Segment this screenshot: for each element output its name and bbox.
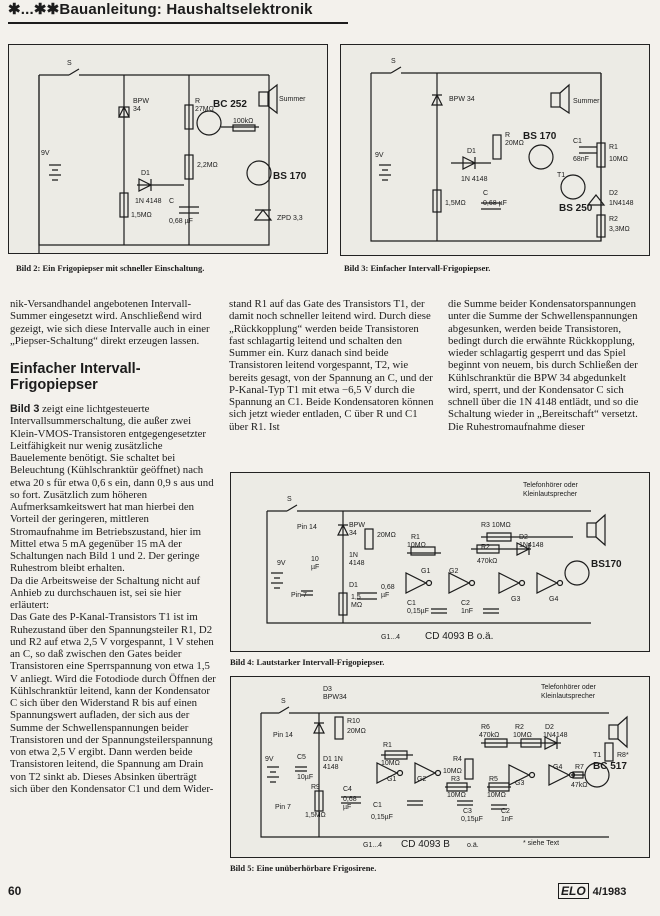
text-column-3 [448,298,650,433]
fig2-label-068: 0,68 µF [169,218,193,225]
fig3-label-r1: R1 [609,144,618,151]
fig2-label-1n4148: 1N 4148 [135,198,162,205]
fig4-label-c10u: µF [311,564,320,571]
fig5-label-pin7: Pin 7 [275,804,291,811]
figure-3-circuit [340,44,650,256]
fig4-label-c068: 0,68 [381,584,395,591]
fig4-label-bpw: BPW [349,522,365,529]
fig4-label-r2v: 470kΩ [477,558,498,565]
fig5-label-r9: R9 [311,784,320,791]
fig5-label-t1: T1 [593,752,602,759]
section-header: ✱...✱✱Bauanleitung: Haushaltselektronik [8,0,348,24]
elo-logo: ELO [558,883,589,899]
fig2-label-bs170: BS 170 [273,171,307,182]
fig5-label-d2b: 1N4148 [543,732,568,739]
figure-4-caption: Bild 4: Lautstarker Intervall-Frigopiepser. [230,657,385,667]
fig5-label-g1: G1 [387,776,397,783]
fig5-label-d1b: 4148 [323,764,339,771]
fig2-label-r27: 27MΩ [195,106,214,113]
fig5-label-s: S [281,698,286,705]
fig4-label-pin7: Pin 7 [291,592,307,599]
fig5-label-pin14: Pin 14 [273,732,293,739]
fig3-label-r2: R2 [609,216,618,223]
fig3-label-c1: C1 [573,138,582,145]
fig5-label-c4: C4 [343,786,352,793]
fig5-label-c4v: 0,68 [343,796,357,803]
fig5-label-g3: G3 [515,780,525,787]
fig3-label-d2: D2 [609,190,618,197]
fig2-label-100k: 100kΩ [233,118,254,125]
fig4-label-bpw2: 34 [349,530,357,537]
fig3-label-r2v: 3,3MΩ [609,226,630,233]
fig3-label-s: S [391,58,396,65]
fig4-label-ic: CD 4093 B o.ä. [425,631,494,642]
fig5-label-c2v: 1nF [501,816,514,823]
fig4-label-c2: C2 [461,600,470,607]
figure-2-circuit [8,44,328,254]
fig5-label-c1: C1 [373,802,382,809]
fig5-label-bpw: BPW34 [323,694,347,701]
fig5-label-r3v: 10MΩ [447,792,466,799]
fig5-label-bc517: BC 517 [593,761,627,772]
fig3-label-summer: Summer [573,98,600,105]
fig5-label-r4v: 10MΩ [443,768,462,775]
fig3-label-bpw: BPW 34 [449,96,475,103]
fig4-label-bs170: BS170 [591,559,622,570]
col3-paragraph-1: die Summe beider Kondensatorspannungen unter die Summe der Schwellenspannungen abgesunken, werden beide Transistoren, bedingt durch die erwähnte Rückkopplung, wieder schlagartig gesperrt und das Spiel beginnt von neuem, bis durch Schließen der Kühlschranktür die BPW 34 abgedunkelt wird, sperrt, und der Kondensator C sich schnell über die 1N 4148 entlädt, und so die Schaltung wieder in „Bereitschaft“ versetzt. Die Ruhestromaufnahme dieser [448,298,639,433]
col1-paragraph-3: Das Gate des P-Kanal-Transistors T1 ist im Ruhezustand über den Spannungsteiler R1, D2 und R2 auf etwa 2,5 V vorgespannt, 1 V stehen an C, so daß zwischen den Gates beider Transistoren eine Sperrspannung von etwa 1,5 V anliegt. Wird die Fotodiode durch Öffnen der Kühlschranktür leitend, kann der Kondensator C sich über den Widerstand R bis auf einen Spannungswert aufladen, der sich aus der Summe der Schwellenspannungen beider Transistoren und der Spannungsteilerspannung von etwa 2,5 V ergibt. Dann werden beide Transistoren leitend, die Spannung am Drain von T2 sinkt ab. Dieses Absinken überträgt sich über den Kondensator C1 und dem Wider- [10,611,216,795]
fig5-label-r5v: 10MΩ [487,792,506,799]
fig2-label-15m: 1,5MΩ [131,212,152,219]
fig3-label-d1: D1 [467,148,476,155]
text-column-2 [229,298,437,433]
fig2-label-bpw: BPW [133,98,149,105]
fig4-label-pin14: Pin 14 [297,524,317,531]
fig4-label-g1: G1 [421,568,431,575]
fig3-label-r: R [505,132,511,139]
fig4-label-r15b: MΩ [351,602,363,609]
fig4-label-tel2: Kleinlautsprecher [523,491,578,498]
fig5-label-r4: R4 [453,756,462,763]
fig3-label-c1v: 68nF [573,156,589,163]
fig2-label-zpd: ZPD 3,3 [277,215,303,222]
fig5-label-r6: R6 [481,724,490,731]
fig4-label-d2: D2 [519,534,528,541]
fig4-label-g4: G4 [549,596,559,603]
fig5-label-r10v: 20MΩ [347,728,366,735]
magazine-issue [558,884,626,898]
page-number: 60 [8,884,22,898]
fig5-label-r9v: 1,5MΩ [305,812,326,819]
fig3-label-r1v: 10MΩ [609,156,628,163]
fig4-label-9v: 9V [277,560,286,567]
fig3-label-15m: 1,5MΩ [445,200,466,207]
fig5-label-r7v: 47kΩ [571,782,588,789]
fig5-label-c5v: 10µF [297,774,314,781]
fig5-label-g2: G2 [417,776,427,783]
fig4-label-g2: G2 [449,568,459,575]
fig4-label-c1v: 0,15µF [407,608,429,615]
fig2-label-d1: D1 [141,170,150,177]
figure-2-caption: Bild 2: Ein Frigopiepser mit schneller Einschaltung. [16,263,205,273]
fig4-label-r20: 20MΩ [377,532,396,539]
fig4-label-r1v: 10MΩ [407,542,426,549]
fig5-label-9v: 9V [265,756,274,763]
fig2-label-22m: 2,2MΩ [197,162,218,169]
fig3-label-r20: 20MΩ [505,140,524,147]
fig5-label-d3: D3 [323,686,332,693]
figure-5-caption: Bild 5: Eine unüberhörbare Frigosirene. [230,863,377,873]
section-heading: Einfacher Intervall-Frigopiepser [10,361,141,393]
fig5-label-c3v: 0,15µF [461,816,483,823]
fig3-label-068: 0,68 µF [483,200,507,207]
fig4-label-r3: R3 10MΩ [481,522,511,529]
col1-paragraph-1 [10,403,216,575]
fig3-label-t1: T1 [557,172,566,179]
fig5-label-d2: D2 [545,724,554,731]
bild3-ref: Bild 3 [10,403,40,415]
fig3-label-bs250: BS 250 [559,203,593,214]
fig4-label-d1: D1 [349,582,358,589]
fig3-label-1n4148: 1N 4148 [461,176,488,183]
col1-paragraph-1-text: zeigt eine lichtgesteuerte Intervallsummerschaltung, die außer zwei Klein-VMOS-Transistoren entgegengesetzter Leitfähigkeit nur wenig zusätzliche Bauelemente benötigt. Sie schaltet bei Beleuchtung (Kühlschranktür geöffnet) nach etwa 20 s für etwa 0,6 s ein, dann 0,9 s aus und so fort. Zusätzlich zum höheren Aufmerksamkeitswert hat man hierbei den Vorteil der geringeren, mittleren Stromaufnahme im Betriebszustand, hier im Mittel etwa 5 mA gegenüber 15 mA der Schaltungen nach Bild 1 und 2. Der geringe Ruhestrom bleibt erhalten. [10,403,214,575]
fig5-label-r10: R10 [347,718,360,725]
fig5-label-oa: o.ä. [467,842,479,849]
fig2-label-c: C [169,198,175,205]
fig5-label-g4: G4 [553,764,563,771]
fig2-label-s: S [67,60,72,67]
fig4-label-tel: Telefonhörer oder [523,482,578,489]
fig4-label-d2b: 1N4148 [519,542,544,549]
fig3-label-9v: 9V [375,152,384,159]
fig5-label-c1v: 0,15µF [371,814,393,821]
fig5-label-c5: C5 [297,754,306,761]
fig5-label-c3: C3 [463,808,472,815]
fig5-label-r2v: 10MΩ [513,732,532,739]
figure-4-circuit [230,472,650,652]
fig4-label-4148: 4148 [349,560,365,567]
fig2-label-9v: 9V [41,150,50,157]
fig4-label-r1: R1 [411,534,420,541]
fig5-label-r1: R1 [383,742,392,749]
fig5-label-r7: R7 [575,764,584,771]
col1-paragraph-2: Da die Arbeitsweise der Schaltung nicht auf Anhieb zu durchschauen ist, sei sie hier erläutert: [10,574,201,611]
fig4-label-g3: G3 [511,596,521,603]
fig5-label-r2: R2 [515,724,524,731]
col2-paragraph-1: stand R1 auf das Gate des Transistors T1, der damit noch schneller leitend wird. Durch diese „Rückkopplung“ werden beide Transistoren fast schlagartig leitend und schalten den Summer ein. Kurz danach sind beide Transistoren leitend vorgespannt, T2, wie bereits gesagt, von der Spannung an C, und der P-Kanal-Typ T1 mit etwa −6,5 V durch die Spannung an C1. Beide Kondensatoren können sich jetzt wieder entladen, C über R und C1 über R1. Ist [229,298,434,433]
fig4-label-c10: 10 [311,556,319,563]
fig5-label-ic: CD 4093 B [401,839,450,850]
issue-text: 4/1983 [592,886,627,898]
fig5-label-foot: G1...4 [363,842,383,849]
fig2-label-bc252: BC 252 [213,99,247,110]
fig2-label-r: R [195,98,201,105]
fig5-label-c4u: µF [343,804,352,811]
fig4-label-foot: G1...4 [381,634,401,641]
fig2-label-summer: Summer [279,96,306,103]
fig5-label-d1: D1 1N [323,756,343,763]
fig5-label-r1v: 10MΩ [381,760,400,767]
fig5-label-tel: Telefonhörer oder [541,684,596,691]
fig4-label-r2: R2 [481,544,490,551]
figure-5-circuit [230,676,650,858]
fig4-label-r15: 1,5 [351,594,361,601]
fig4-label-s: S [287,496,292,503]
fig3-label-c: C [483,190,489,197]
fig5-label-r5: R5 [489,776,498,783]
fig5-label-tel2: Kleinlautsprecher [541,693,596,700]
fig4-label-1n: 1N [349,552,358,559]
fig3-label-d2b: 1N4148 [609,200,634,207]
figure-3-caption: Bild 3: Einfacher Intervall-Frigopiepser. [344,263,491,273]
fig4-label-c1: C1 [407,600,416,607]
col1-paragraph-0: nik-Versandhandel angebotenen Intervall-Summer eingesetzt wird. Anschließend wird gezeigt, wie sich diese Intervalle auch in einer „Piepser-Schaltung“ direkt erzeugen lassen. [10,298,210,347]
fig5-label-note: * siehe Text [523,840,560,847]
fig5-label-r8: R8* [617,752,629,759]
fig5-label-c2: C2 [501,808,510,815]
fig4-label-c068u: µF [381,592,390,599]
fig2-label-bpw2: 34 [133,106,141,113]
fig5-label-r3: R3 [451,776,460,783]
fig5-label-r6v: 470kΩ [479,732,500,739]
fig3-label-bs170: BS 170 [523,131,557,142]
text-column-1 [10,298,216,795]
fig4-label-c2v: 1nF [461,608,474,615]
